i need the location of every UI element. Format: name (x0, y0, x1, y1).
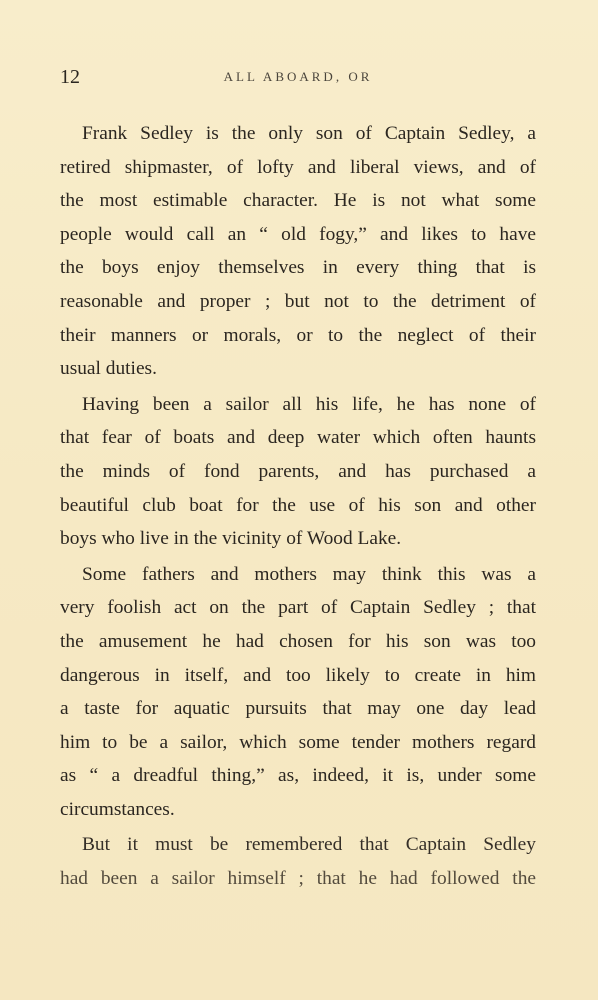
text-line: circumstances. (60, 798, 175, 820)
running-head (60, 64, 536, 90)
text-line: beautiful club boat for the use of his son and other (60, 494, 536, 516)
text-line: retired shipmaster, of lofty and liberal views, and of (60, 156, 536, 178)
text-line: that fear of boats and deep water which often haunts (60, 427, 536, 449)
text-line: Having been a sailor all his life, he has none of (82, 393, 536, 415)
text-line: But it must be remembered that Captain Sedley (82, 834, 536, 856)
text-line: reasonable and proper ; but not to the detriment of (60, 290, 536, 312)
text-line: Some fathers and mothers may think this was a (82, 563, 536, 585)
text-line: boys who live in the vicinity of Wood Lake. (60, 528, 402, 550)
text-line: the most estimable character. He is not what some (60, 190, 536, 212)
paragraph-1 (60, 117, 536, 386)
body-text (60, 117, 536, 898)
text-line: the amusement he had chosen for his son was too (60, 630, 536, 652)
text-line: a taste for aquatic pursuits that may one day lead (60, 698, 536, 720)
text-line: people would call an “ old fogy,” and likes to have (60, 223, 536, 245)
text-line: Frank Sedley is the only son of Captain Sedley, a (82, 123, 536, 144)
text-line: him to be a sailor, which some tender mothers regard (60, 731, 536, 753)
paragraph-4 (60, 828, 536, 895)
running-title: ALL ABOARD, OR (223, 69, 373, 84)
text-line: as “ a dreadful thing,” as, indeed, it is, under some (60, 765, 536, 787)
text-line: the boys enjoy themselves in every thing that is (60, 257, 536, 279)
text-line: dangerous in itself, and too likely to create in him (60, 664, 536, 686)
text-line: very foolish act on the part of Captain Sedley ; that (60, 597, 536, 619)
text-line: usual duties. (60, 358, 157, 380)
paragraph-3 (60, 558, 536, 827)
paragraph-2 (60, 388, 536, 556)
text-line: had been a sailor himself ; that he had followed the (60, 868, 536, 890)
text-line: their manners or morals, or to the neglect of their (60, 324, 536, 346)
page-number: 12 (60, 66, 80, 88)
text-line: the minds of fond parents, and has purchased a (60, 460, 536, 482)
